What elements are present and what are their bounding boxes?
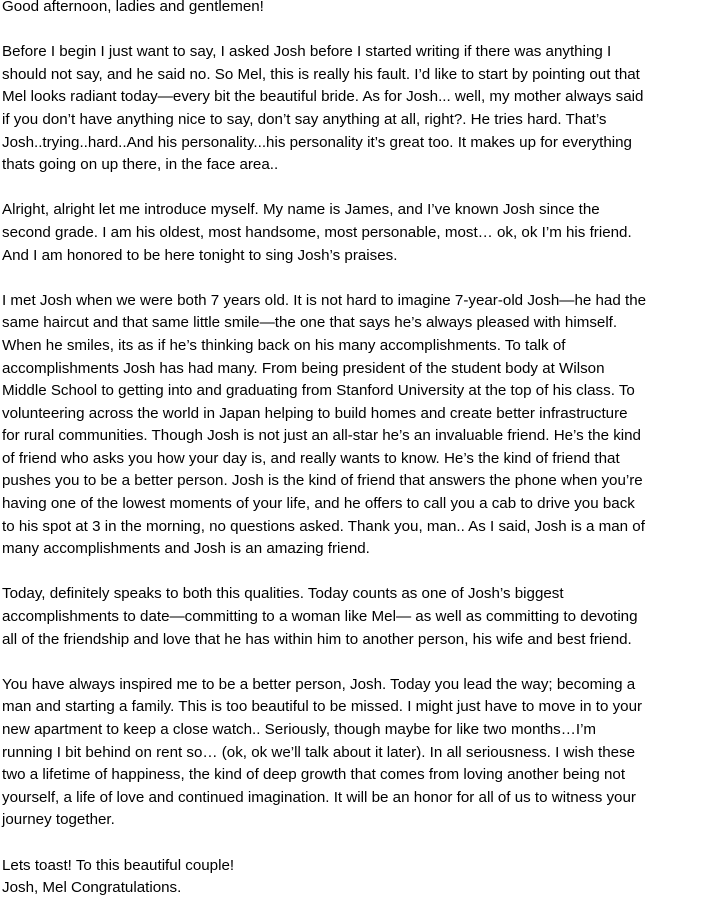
text-line: second grade. I am his oldest, most handsome, most personable, most… ok, ok I’m his friend. xyxy=(2,223,632,241)
text-line: Middle School to getting into and graduating from Stanford University at the top of his class. To xyxy=(2,382,635,400)
text-line: volunteering across the world in Japan helping to build homes and create better infrastructure xyxy=(2,404,628,422)
text-line: Alright, alright let me introduce myself. My name is James, and I’ve known Josh since the xyxy=(2,201,600,219)
paragraph-greeting xyxy=(2,0,728,19)
text-line: journey together. xyxy=(2,811,115,829)
text-line: Josh, Mel Congratulations. xyxy=(2,879,182,897)
paragraph-today xyxy=(2,583,728,651)
text-line: for rural communities. Though Josh is not just an all-star he’s an invaluable friend. He’s the kind xyxy=(2,427,641,445)
text-line: thats going on up there, in the face area.. xyxy=(2,156,279,174)
text-line: many accomplishments and Josh is an amazing friend. xyxy=(2,540,370,558)
text-line: if you don’t have anything nice to say, don’t say anything at all, right?. He tries hard. That’s xyxy=(2,110,607,128)
text-line: When he smiles, its as if he’s thinking back on his many accomplishments. To talk of xyxy=(2,336,566,354)
text-line: pushes you to be a better person. Josh is the kind of friend that answers the phone when you’re xyxy=(2,472,643,490)
text-line: accomplishments Josh has had many. From being president of the student body at Wilson xyxy=(2,359,605,377)
text-line: of friend who asks you how your day is, and really wants to know. He’s the kind of friend that xyxy=(2,449,620,467)
text-line: running I bit behind on rent so… (ok, ok we’ll talk about it later). In all seriousness. I wish these xyxy=(2,743,636,761)
text-line: Josh..trying..hard..And his personality...his personality it’s great too. It makes up for everything xyxy=(2,133,632,151)
text-line: You have always inspired me to be a better person, Josh. Today you lead the way; becoming a xyxy=(2,675,636,693)
text-line: accomplishments to date—committing to a woman like Mel— as well as committing to devoting xyxy=(2,608,638,626)
text-line: man and starting a family. This is too beautiful to be missed. I might just have to move in to your xyxy=(2,698,643,716)
text-line: to his spot at 3 in the morning, no questions asked. Thank you, man.. As I said, Josh is a man of xyxy=(2,517,645,535)
paragraph-opening xyxy=(2,41,728,177)
text-line: Mel looks radiant today—every bit the beautiful bride. As for Josh... well, my mother always said xyxy=(2,88,644,106)
text-line: And I am honored to be here tonight to sing Josh’s praises. xyxy=(2,246,398,264)
paragraph-inspiration xyxy=(2,674,728,832)
text-line: should not say, and he said no. So Mel, this is really his fault. I’d like to start by pointing out that xyxy=(2,65,640,83)
text-line: new apartment to keep a close watch.. Seriously, though maybe for like two months…I’m xyxy=(2,721,597,738)
text-line: Good afternoon, ladies and gentlemen! xyxy=(2,0,264,15)
text-line: I met Josh when we were both 7 years old. It is not hard to imagine 7-year-old Josh—he had the xyxy=(2,291,647,309)
text-line: all of the friendship and love that he has within him to another person, his wife and best friend. xyxy=(2,630,632,648)
text-line: two a lifetime of happiness, the kind of deep growth that comes from loving another being not xyxy=(2,766,626,784)
paragraph-introduction xyxy=(2,199,728,267)
text-line: having one of the lowest moments of your life, and he offers to call you a cab to drive you back xyxy=(2,495,635,513)
text-line: Today, definitely speaks to both this qualities. Today counts as one of Josh’s biggest xyxy=(2,585,564,603)
text-line: Lets toast! To this beautiful couple! xyxy=(2,856,235,874)
text-line: same haircut and that same little smile—the one that says he’s always pleased with himself. xyxy=(2,314,618,332)
paragraph-toast xyxy=(2,855,728,900)
toast-document xyxy=(2,0,728,922)
text-line: yourself, a life of love and continued imagination. It will be an honor for all of us to witness your xyxy=(2,788,636,806)
paragraph-friendship xyxy=(2,290,728,561)
text-line: Before I begin I just want to say, I asked Josh before I started writing if there was anything I xyxy=(2,43,612,61)
